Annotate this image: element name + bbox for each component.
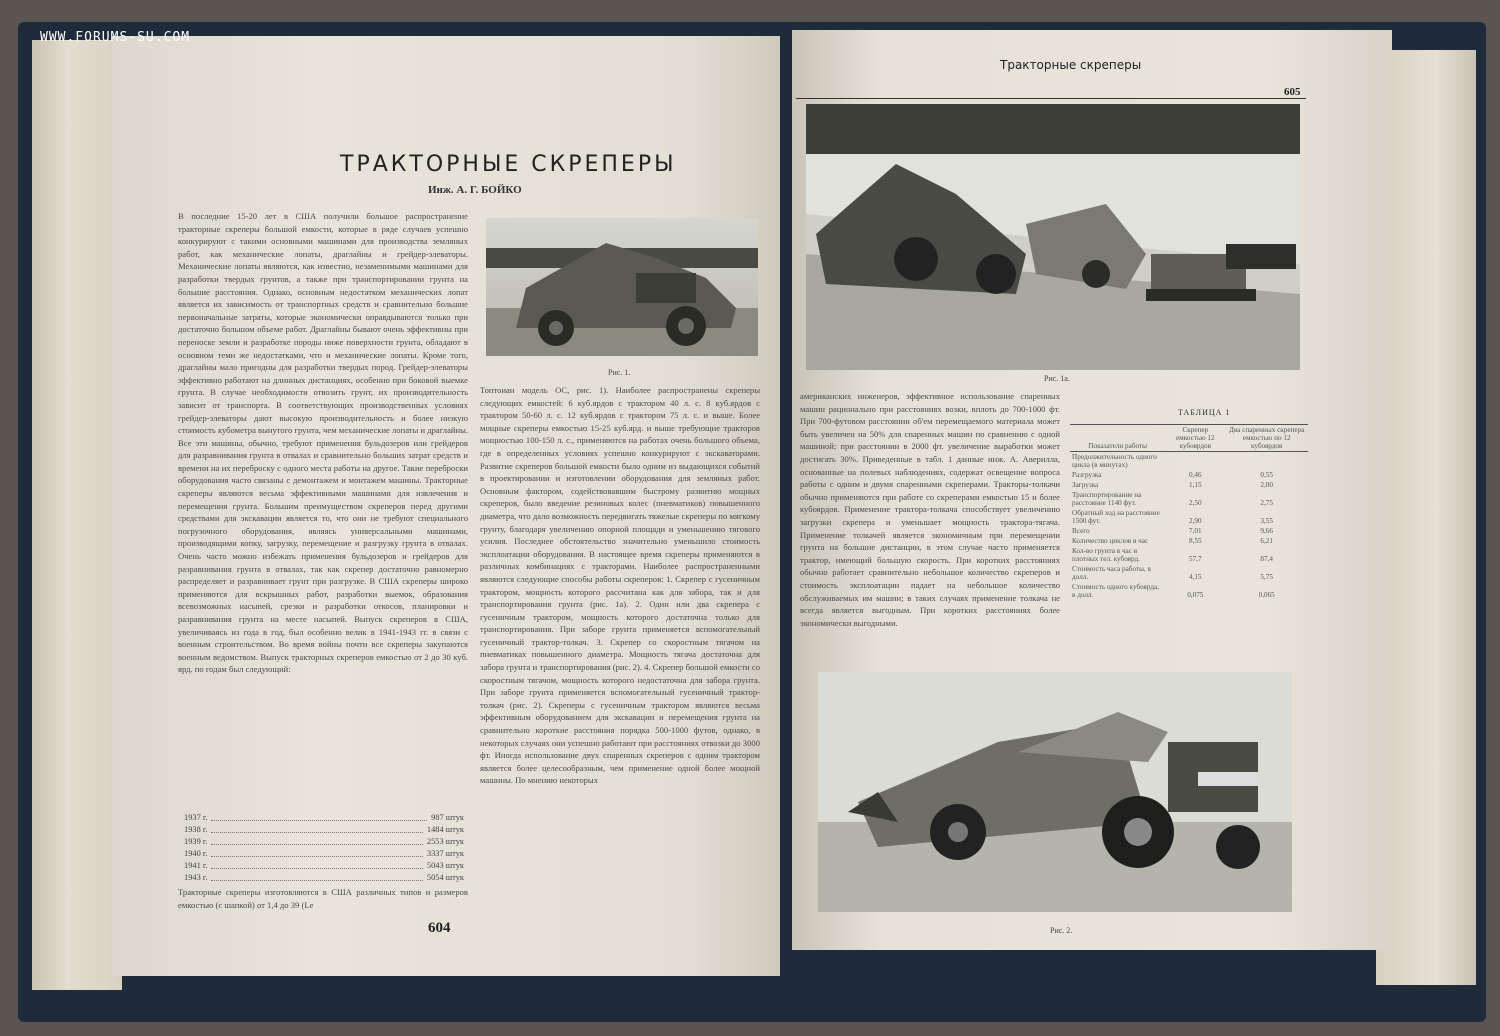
leader-dots xyxy=(211,848,422,857)
table-header: Скрепер емкостью 12 кубоярдов xyxy=(1165,425,1225,452)
table-row xyxy=(1070,564,1308,582)
year-label: 1941 г. xyxy=(184,861,208,870)
table-cell: Количество циклов в час xyxy=(1072,537,1149,545)
left-column-2: Топтоиан модель ОС, рис. 1). Наиболее распространены скреперы следующих емкостей: 6 куб.ярдов с трактором 40 л. с. 8 куб.ярдов с трактором 50-60 л. с. 12 куб.ярдов с трактором 75 л. с. и выше. Более мощные скреперы емкостью 15-25 куб.ярд. и выше требующие тракторов мощностью 100-150 л. с., применяются на работах очень большого объема, где в определенных условиях успешно конкурируют с экскаваторами. Развитие скреперов большой емкости было одним из выдающихся событий в проектировании и изготовлении оборудования для земляных работ. Основным фактором, содействовавшим быстрому развитию мощных скреперов, было введение резиновых колес (пневматиков) повышенного диаметра, что дало возможность передвигать тяжелые скреперы по мягкому грунту, благодаря увеличению опорной площади и уменьшению тягового усилия. Последнее обстоятельство значительно уменьшило стоимость эксплоатации оборудования. В настоящее время скреперы применяются в различных комбинациях с тракторами. Наиболее распространенными являются следующие способы работы скреперов: 1. Скрепер с гусеничным трактором, мощность которого рассчитана как для забора, так и для транспортирования грунта (рис. 1а). 2. Один или два скрепера с гусеничным трактором, мощность которого достаточна только для транспортирования. При заборе грунта применяется вспомогательный гусеничный трактор-толкач. 3. Скрепер со скоростным тягачом на пневматиках повышенного диаметра. Мощность тягача достаточна для забора грунта и транспортирования (рис. 2). 4. Скрепер большой емкости со скоростным тягачом, мощность которого недостаточна для забора грунта. При заборе грунта применяется вспомогательный гусеничный трактор-толкач (рис. 2). Скреперы с гусеничным трактором являются весьма эффективным оборудованием для экскавации и перемещения грунта на сравнительно короткие расстояния порядка 500-1000 футов, однако, в некоторых случаях они успешно работают при расстояниях отвозки до 3000 фт. Иногда использование двух спаренных скреперов с одним трактором является более целесообразным, чем применение одной более мощной машины. По мнению некоторых xyxy=(480,385,760,786)
year-label: 1937 г. xyxy=(184,813,208,822)
table-1-title: ТАБЛИЦА 1 xyxy=(1178,408,1231,417)
leader-dots xyxy=(211,860,422,869)
table-row xyxy=(1070,480,1308,490)
year-row xyxy=(184,872,464,884)
page-number-right: 605 xyxy=(1284,86,1301,98)
year-count: 987 штук xyxy=(431,813,464,822)
table-cell: Стоимость одного кубоярда, в долл. xyxy=(1072,583,1160,599)
table-cell: 9,66 xyxy=(1260,527,1273,535)
table-row xyxy=(1070,546,1308,564)
figure-1a-photo xyxy=(806,104,1300,370)
table-cell xyxy=(1165,452,1225,471)
article-author: Инж. А. Г. БОЙКО xyxy=(428,184,522,196)
figure-1a-caption: Рис. 1а. xyxy=(1044,374,1070,383)
table-cell: Разгрузка xyxy=(1072,471,1102,479)
figure-1-photo xyxy=(486,218,758,356)
year-count: 2553 штук xyxy=(426,837,464,846)
leader-dots xyxy=(211,824,422,833)
table-cell: 2,50 xyxy=(1189,499,1202,507)
year-row xyxy=(184,812,464,824)
watermark: WWW.FORUMS-SU.COM xyxy=(40,30,191,45)
table-row xyxy=(1070,470,1308,480)
table-row xyxy=(1070,452,1308,471)
year-count: 5043 штук xyxy=(426,861,464,870)
table-1 xyxy=(1070,424,1308,600)
page-number-left: 604 xyxy=(428,920,451,936)
year-row xyxy=(184,824,464,836)
figure-2-caption: Рис. 2. xyxy=(1050,926,1073,935)
table-cell: 87,4 xyxy=(1260,555,1273,563)
table-cell: 5,75 xyxy=(1260,573,1273,581)
table-cell: 1,15 xyxy=(1189,481,1202,489)
table-row xyxy=(1070,526,1308,536)
left-column-1-end: Тракторные скреперы изготовляются в США различных типов и размеров емкостью (с шапкой) от 1,4 до 39 (Le xyxy=(178,887,468,910)
leader-dots xyxy=(211,836,422,845)
table-header: Показатели работы xyxy=(1070,425,1165,452)
table-cell: Стоимость часа работы, в долл. xyxy=(1072,565,1151,581)
year-row xyxy=(184,848,464,860)
figure-2-photo xyxy=(818,672,1292,912)
table-cell: Транспортирование на расстояние 1140 фут. xyxy=(1072,491,1142,507)
running-head: Тракторные скреперы xyxy=(1000,58,1142,72)
table-cell: 7,01 xyxy=(1189,527,1202,535)
production-by-year-list xyxy=(184,812,464,884)
leader-dots xyxy=(211,812,427,821)
year-label: 1938 г. xyxy=(184,825,208,834)
table-cell: 57,7 xyxy=(1189,555,1202,563)
figure-1-caption: Рис. 1. xyxy=(608,368,631,377)
right-column-1: американских инженеров, эффективное использование спаренных машин рационально при расстояниях возки, вплоть до 700-1000 фт. При 700-футовом расстоянии об'ем перемещаемого материала может быть увеличен на 50% для спаренных машин по сравнению с одной машиной; при расстоянии в 2000 фт. увеличение выработки может достигать 30%. Приведенные в табл. 1 данные инж. А. Аверилла, основанные на полевых наблюдениях, содержат освещение вопроса работы с одним и двумя спаренными скреперами. Тракторы-толкачи обычно применяются при работе со скреперами емкостью 15 и более кубоярдов. Применение трактора-толкача способствует увеличению загрузки скрепера и уменьшает мощность трактора-тягача. Применение толкачей является экономичным при перемещении грунта на большие дистанции, в этом случае часто применяется трактор, имеющий большую скорость. При коротких расстояниях обычно работает сравнительно небольшое количество скреперов и стоимость эксплоатации падает на небольшое количество обслуживаемых им машин; в таких случаях применение толкача не всегда является выгодным. При коротких расстояниях более экономически выгодными. xyxy=(800,391,1060,628)
table-cell: Продолжительность одного цикла (в минутах) xyxy=(1072,453,1157,469)
year-count: 3337 штук xyxy=(426,849,464,858)
year-count: 5054 штук xyxy=(426,873,464,882)
table-row xyxy=(1070,536,1308,546)
table-cell: 6,21 xyxy=(1260,537,1273,545)
table-cell: Обратный ход на расстояние 1500 фут. xyxy=(1072,509,1160,525)
leader-dots xyxy=(211,872,422,881)
table-cell: Кол-во грунта в час в плотных тел. кубоярд. xyxy=(1072,547,1140,563)
article-title: ТРАКТОРНЫЕ СКРЕПЕРЫ xyxy=(340,152,677,177)
header-rule xyxy=(796,98,1306,99)
year-row xyxy=(184,860,464,872)
year-row xyxy=(184,836,464,848)
year-label: 1939 г. xyxy=(184,837,208,846)
scraper-photo-1 xyxy=(486,218,758,356)
table-cell: 4,15 xyxy=(1189,573,1202,581)
table-cell: 0,065 xyxy=(1258,591,1275,599)
table-cell: 0,46 xyxy=(1189,471,1202,479)
year-label: 1940 г. xyxy=(184,849,208,858)
year-label: 1943 г. xyxy=(184,873,208,882)
table-cell: 2,75 xyxy=(1260,499,1273,507)
page-edges-left xyxy=(32,40,122,990)
table-cell: 2,00 xyxy=(1260,481,1273,489)
left-column-1: В последние 15-20 лет в США получили большое распространение тракторные скреперы большой емкости, которые в ряде случаев успешно конкурируют с такими основными машинами для производства земляных работ, как механические лопаты, драглайны и грейдер-элеваторы. Механические лопаты являются, как известно, незаменимыми машинами для разработки твердых грунтов, а также при транспортировании грунта на большие расстояния. Однако, основным недостатком механических лопат является их зависимость от транспортных средств и сравнительно большие первоначальные затраты, которые экономически оправдываются только при достаточно большом объеме работ. Драглайны бывают очень эффективны при переноске земли и разработке породы ниже поверхности грунта, обладают в основном теми же недостатками, что и механические лопаты. Кроме того, драглайны мало пригодны для разработки твердых пород. Грейдер-элеваторы эффективно работают на длинных дистанциях, особенно при боковой выемке грунта. В случае необходимости отвозить грунт, их производительность зависит от транспорта. В соответствующих производственных условиях грейдер-элеваторы дают высокую производительность и более низкую стоимость кубометра вынутого грунта, чем механические лопаты и драглайны. Все эти машины, обычно, требуют применения бульдозеров или грейдеров для разравнивания грунта в отвалах и сравнительно больших затрат средств и времени на их переброску с одного места работы на другое. Такие переброски оборудования часто связаны с демонтажем и монтажем машины. Тракторные скреперы являются весьма эффективными машинами для извлечения и перемещения грунта. Большим преимуществом скреперов перед другими средствами для экскавации является то, что они не требуют специального погрузочного оборудования, являясь универсальными машинами, производящими копку, загрузку, перемещение и разгрузку грунта в отвалах. Очень часто можно избежать применения бульдозеров и грейдеров для разравнивания грунта в отвалах, так как скрепер достаточно равномерно распределяет и разравнивает грунт при разгрузке. В США скреперы широко применяются для вскрышных работ, разработки выемок, образования всевозможных насыпей, срезки и разработки откосов, планировки и разравнивания грунта на месте насыпей. Выпуск скреперов в США, увеличиваясь из года в год, был особенно велик в 1941-1943 гг. в связи с военным строительством. Во время войны почти все скреперы закупаются военным ведомством. Выпуск тракторных скреперов емкостью от 2 до 30 куб. ярд. по годам был следующий: xyxy=(178,211,468,675)
table-row xyxy=(1070,490,1308,508)
table-cell xyxy=(1225,452,1308,471)
year-count: 1484 штук xyxy=(426,825,464,834)
table-cell: 2,90 xyxy=(1189,517,1202,525)
table-cell: Загрузка xyxy=(1072,481,1099,489)
table-cell: 0,075 xyxy=(1187,591,1204,599)
table-cell: 8,55 xyxy=(1189,537,1202,545)
table-row xyxy=(1070,508,1308,526)
scraper-photo-1a xyxy=(806,104,1300,370)
table-cell: Всего xyxy=(1072,527,1090,535)
table-cell: 0,55 xyxy=(1260,471,1273,479)
table-row xyxy=(1070,582,1308,600)
table-cell: 3,55 xyxy=(1260,517,1273,525)
scraper-photo-2 xyxy=(818,672,1292,912)
table-header: Два спаренных скрепера емкостью по 12 кубоярдов xyxy=(1225,425,1308,452)
